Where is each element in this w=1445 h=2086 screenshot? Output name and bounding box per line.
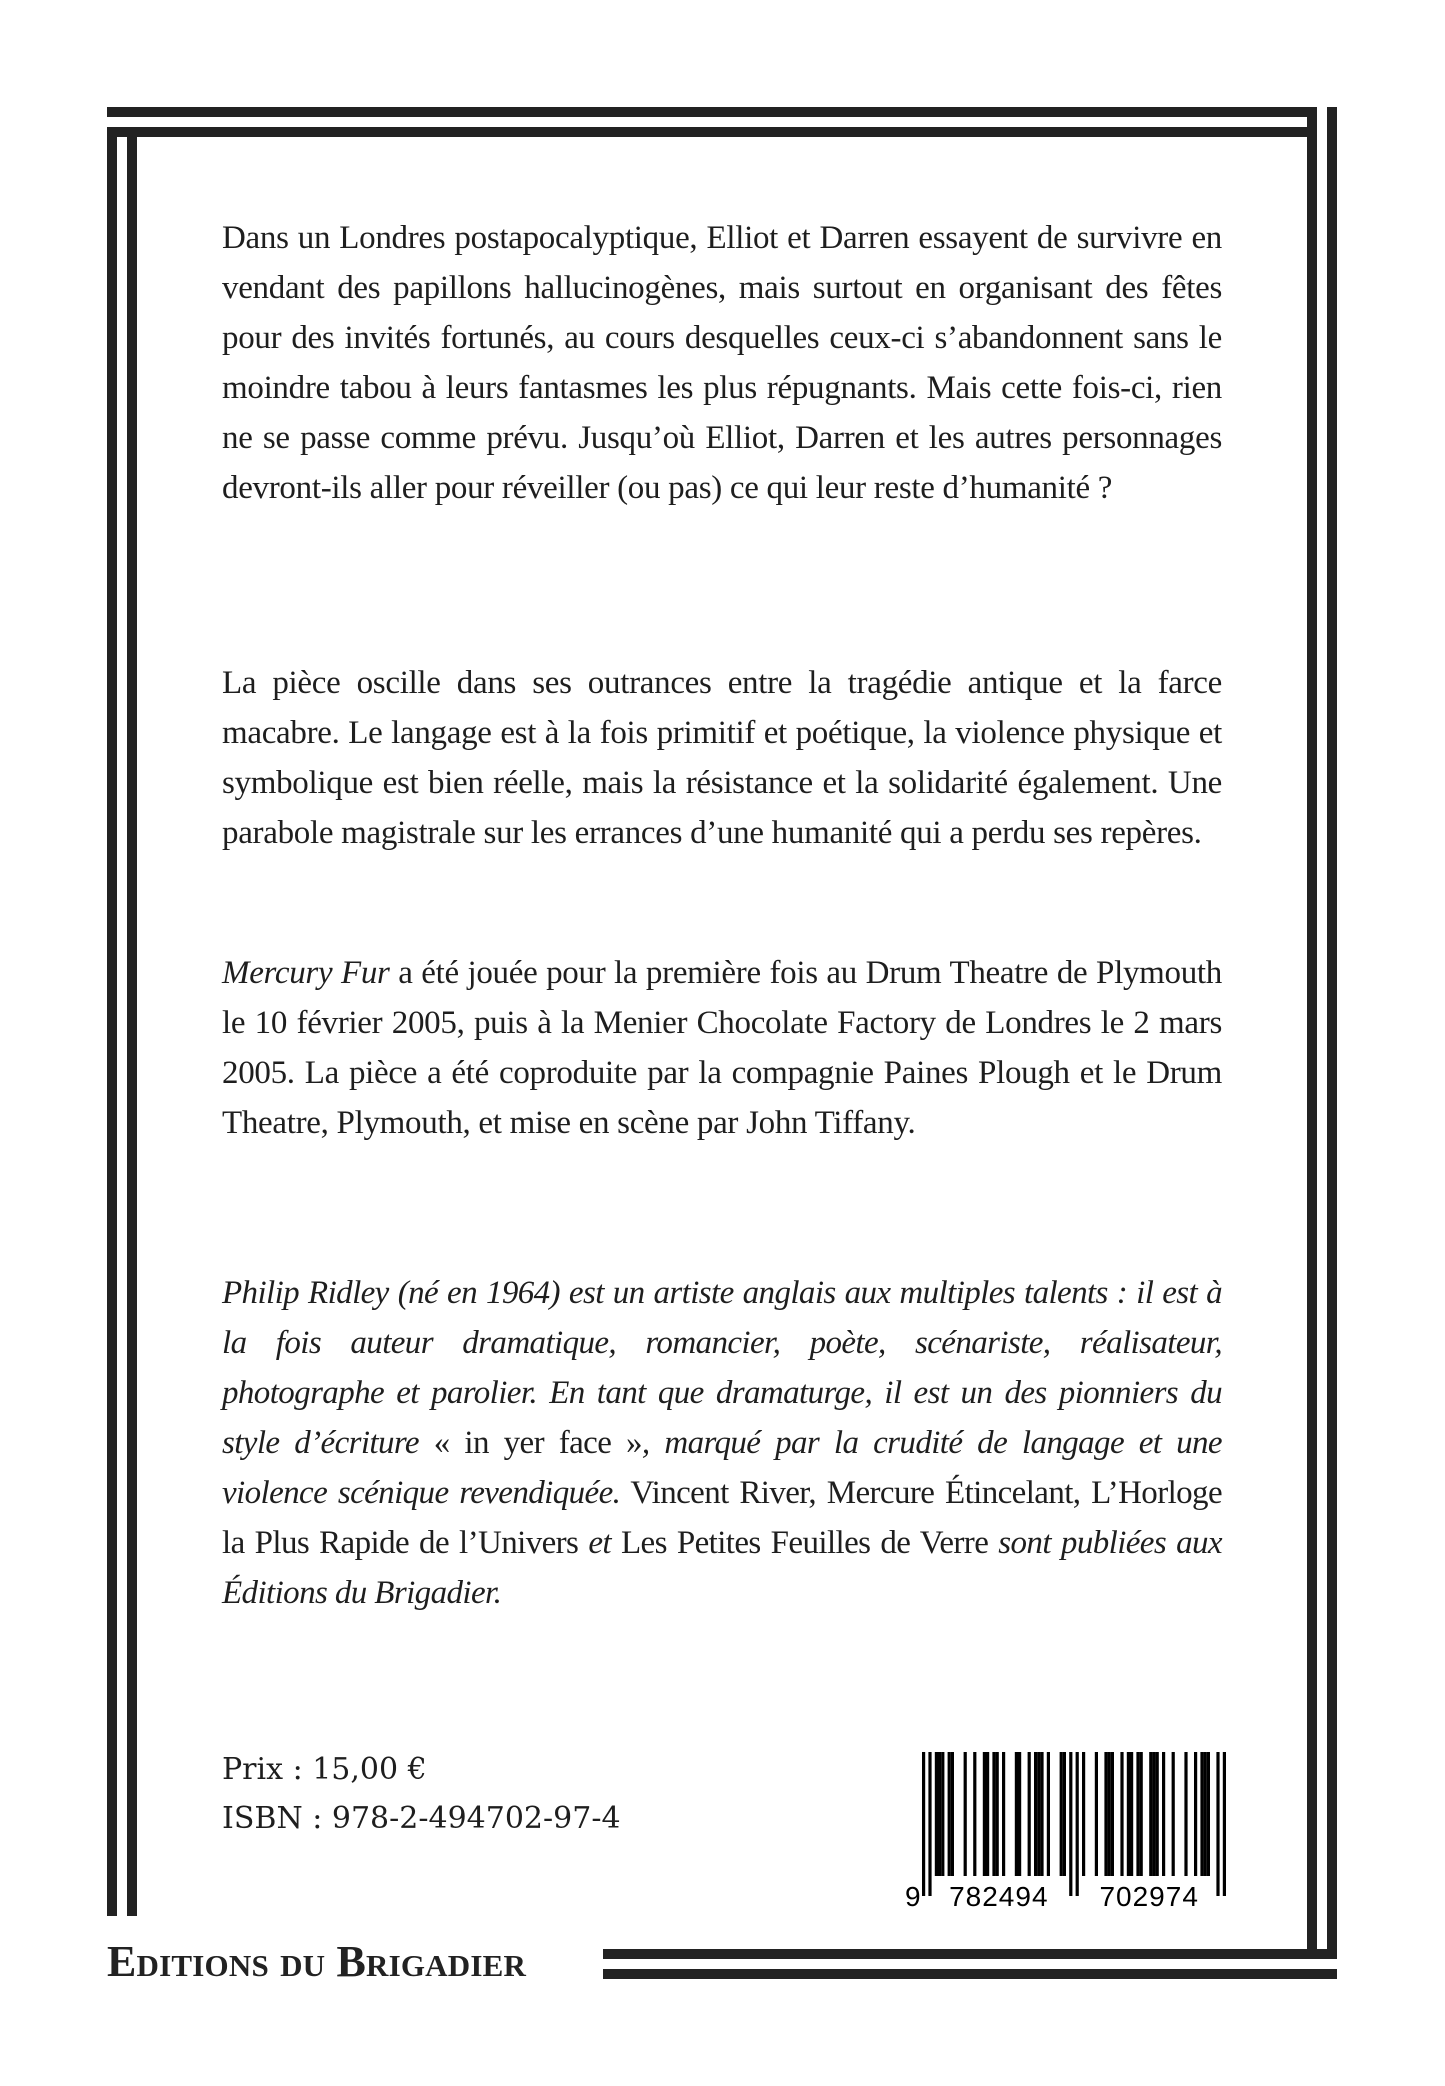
barcode-bar [1162, 1752, 1165, 1876]
barcode-bar [1015, 1752, 1018, 1876]
barcode-bar [1018, 1752, 1021, 1876]
barcode-left-digits: 782494 [949, 1881, 1049, 1912]
barcode-bar [1120, 1752, 1123, 1876]
barcode-bar [1127, 1752, 1130, 1876]
barcode-right-digits: 702974 [1099, 1881, 1199, 1912]
barcode-guard-bar [1216, 1752, 1219, 1896]
barcode-bar [1034, 1752, 1037, 1876]
author-bio-part-3: sont publiées aux Éditions du Brigadier. [222, 1525, 1222, 1611]
barcode-bar [1130, 1752, 1133, 1876]
blurb-paragraph-1-text: Dans un Londres postapocalyptique, Elliot et Darren essayent de survivre en vendant des papillons hallucinogènes, mais surtout en organisant des fêtes pour des invités fortunés, au cours desquelles ceux-ci s’abandonnent sans le moindre tabou à leurs fantasmes les plus répugnants. Mais cette fois-ci, rien ne se passe comme prévu. Jusqu’où Elliot, Darren et les autres personnages devront-ils aller pour réveiller (ou pas) ce qui leur reste d’humanité ? [222, 220, 1222, 506]
barcode-bar [973, 1752, 976, 1876]
barcode-bar [1095, 1752, 1098, 1876]
play-title: Mercury Fur [222, 955, 390, 991]
author-bio-part-1: Philip Ridley (né en 1964) est un artiste anglais aux multiples talents : il est à la fois auteur dramatique, romancier, poète, scénariste, réalisateur, photographe et parolier. En tant que dramaturge, il est un des pionniers du style d’écriture [222, 1275, 1222, 1461]
frame-right-inner-rule [1307, 107, 1317, 1952]
frame-bottom-outer-rule [603, 1969, 1337, 1979]
barcode-bar [1172, 1752, 1175, 1876]
barcode-bar [951, 1752, 954, 1876]
author-bio-quote: « in yer face » [433, 1425, 642, 1461]
isbn-label: ISBN : 978-2-494702-97-4 [222, 1801, 621, 1836]
barcode-bar [996, 1752, 999, 1876]
author-bio-titles-2: Les Petites Feuilles de Verre [610, 1525, 999, 1561]
barcode-bars [922, 1752, 1226, 1896]
premiere-info-text [222, 948, 1222, 1148]
barcode-bar [1063, 1752, 1066, 1876]
author-bio-titles-1: Vincent River, Mercure Étincelant, L’Horloge la Plus Rapide de l’Univers [222, 1475, 1222, 1561]
author-bio-paragraph [222, 1268, 1222, 1618]
frame-bottom-inner-rule [603, 1949, 1337, 1959]
barcode-bar [935, 1752, 938, 1876]
barcode-bar [1002, 1752, 1005, 1876]
barcode-bar [1028, 1752, 1031, 1876]
frame-left-inner-rule [127, 127, 137, 1916]
author-bio-conjunction: et [588, 1525, 611, 1561]
barcode-bar [986, 1752, 989, 1876]
barcode-bar [1140, 1752, 1143, 1876]
barcode-first-digit: 9 [905, 1881, 921, 1912]
frame-top-inner-rule [107, 127, 1317, 137]
barcode-guard-bar [922, 1752, 925, 1896]
barcode-bar [964, 1752, 967, 1876]
barcode-bar [1194, 1752, 1197, 1876]
barcode-guard-bar [1076, 1752, 1079, 1896]
barcode-bar [992, 1752, 995, 1876]
barcode-bar [1111, 1752, 1114, 1876]
barcode-guard-bar [928, 1752, 931, 1896]
blurb-paragraph-1 [222, 213, 1222, 513]
barcode-bar [1184, 1752, 1187, 1876]
barcode-guard-bar [1223, 1752, 1226, 1896]
barcode-bar [941, 1752, 944, 1876]
barcode-bar [1037, 1752, 1040, 1876]
frame-right-outer-rule [1327, 107, 1337, 1952]
barcode-bar [1152, 1752, 1155, 1876]
author-bio-part-2: , marqué par la crudité de langage et une violence scénique revendiquée. [222, 1425, 1222, 1511]
isbn-barcode [905, 1748, 1235, 1918]
barcode-bar [948, 1752, 951, 1876]
barcode-bar [1104, 1752, 1107, 1876]
blurb-paragraph-2-text: La pièce oscille dans ses outrances entre la tragédie antique et la farce macabre. Le langage est à la fois primitif et poétique, la violence physique et symbolique est bien réelle, mais la résistance et la solidarité également. Une parabole magistrale sur les errances d’une humanité qui a perdu ses repères. [222, 665, 1222, 851]
frame-top-outer-rule [107, 107, 1317, 117]
barcode-bar [1060, 1752, 1063, 1876]
barcode-bar [1200, 1752, 1203, 1876]
barcode-guard-bar [1069, 1752, 1072, 1896]
price-label: Prix : 15,00 € [222, 1752, 427, 1787]
barcode-bar [983, 1752, 986, 1876]
barcode-bar [1040, 1752, 1043, 1876]
publisher-name: Editions du Brigadier [107, 1937, 527, 1986]
barcode-bar [1149, 1752, 1152, 1876]
barcode-bar [1207, 1752, 1210, 1876]
price-isbn-block [222, 1745, 621, 1843]
barcode-bar [1108, 1752, 1111, 1876]
barcode-bar [1156, 1752, 1159, 1876]
barcode-bar [1047, 1752, 1050, 1876]
barcode-bar [1136, 1752, 1139, 1876]
blurb-paragraph-2 [222, 658, 1222, 858]
frame-left-outer-rule [107, 127, 117, 1916]
author-bio-text [222, 1268, 1222, 1618]
premiere-info-paragraph [222, 948, 1222, 1148]
premiere-details: a été jouée pour la première fois au Drum Theatre de Plymouth le 10 février 2005, puis à la Menier Chocolate Factory de Londres le 2 mars 2005. La pièce a été coproduite par la compagnie Paines Plough et le Drum Theatre, Plymouth, et mise en scène par John Tiffany. [222, 955, 1222, 1141]
barcode-bar [1082, 1752, 1085, 1876]
barcode-bar [1204, 1752, 1207, 1876]
barcode-bar [938, 1752, 941, 1876]
